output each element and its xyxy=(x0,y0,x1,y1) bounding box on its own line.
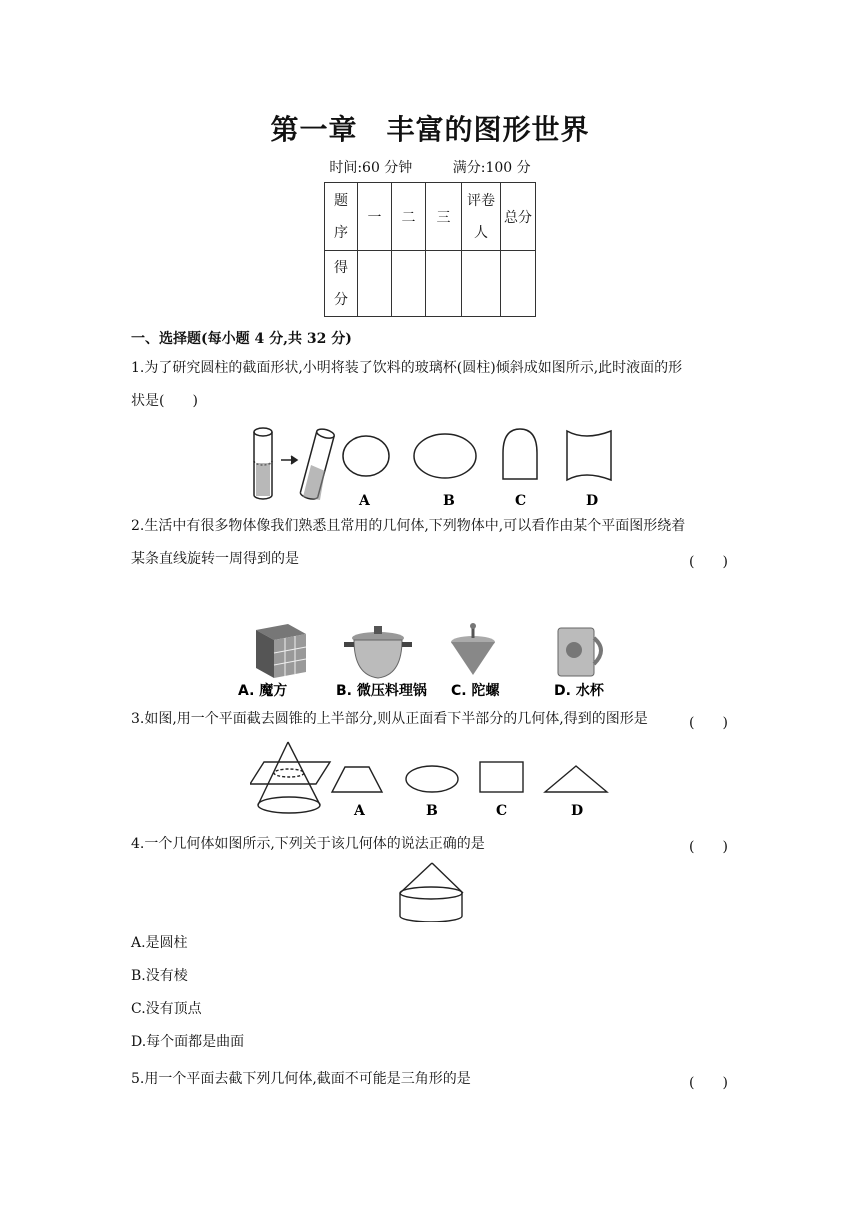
option-b-ellipse xyxy=(406,766,458,792)
question-text: 2.生活中有很多物体像我们熟悉且常用的几何体,下列物体中,可以看作由某个平面图形绕着 xyxy=(131,518,686,534)
figure-label: D xyxy=(571,803,584,819)
answer-bracket: ( ) xyxy=(689,1075,728,1091)
pot-icon xyxy=(344,626,412,678)
score-input-cell xyxy=(392,251,426,317)
q3-figure xyxy=(250,740,620,820)
q1-figure xyxy=(245,425,645,510)
section-heading: 一、选择题(每小题 4 分,共 32 分) xyxy=(131,331,352,347)
score-row-head xyxy=(325,251,358,317)
score-input-cell xyxy=(358,251,392,317)
answer-bracket: ( ) xyxy=(689,715,728,731)
option-d-shape xyxy=(567,431,611,480)
question-5 xyxy=(131,1063,691,1096)
spinning-top-icon xyxy=(451,623,495,675)
score-header-cell: 三 xyxy=(426,183,462,251)
answer-bracket: ( ) xyxy=(689,839,728,855)
answer-bracket: ( ) xyxy=(689,554,728,570)
mug-icon xyxy=(558,628,601,676)
figure-label: B. 微压料理锅 xyxy=(336,683,427,699)
full-score: 满分:100 分 xyxy=(452,160,531,176)
score-cell-label: 得 分 xyxy=(334,259,348,308)
figure-label: C xyxy=(496,803,508,819)
figure-label: B xyxy=(443,493,455,509)
option-a: A.是圆柱 xyxy=(131,935,188,951)
option-c-shape xyxy=(503,429,537,479)
option-c: C.没有顶点 xyxy=(131,1001,202,1017)
question-4 xyxy=(131,828,691,861)
score-header-cell: 总分 xyxy=(501,183,536,251)
option-b: B.没有棱 xyxy=(131,968,188,984)
question-2 xyxy=(131,510,731,576)
option-c-rectangle xyxy=(480,762,523,792)
score-input-cell xyxy=(426,251,462,317)
question-text: 5.用一个平面去截下列几何体,截面不可能是三角形的是 xyxy=(131,1071,471,1087)
q4-options xyxy=(131,927,244,1059)
option-d: D.每个面都是曲面 xyxy=(131,1034,245,1050)
q2-figure xyxy=(238,620,618,700)
figure-label: B xyxy=(426,803,438,819)
score-header-cell xyxy=(325,183,358,251)
score-header-cell: 一 xyxy=(358,183,392,251)
time-limit: 时间:60 分钟 xyxy=(329,160,413,176)
question-text: 1.为了研究圆柱的截面形状,小明将装了饮料的玻璃杯(圆柱)倾斜成如图所示,此时液面的形 xyxy=(131,360,683,376)
exam-meta xyxy=(0,157,860,177)
figure-label: C. 陀螺 xyxy=(451,683,500,699)
question-text: 某条直线旋转一周得到的是 xyxy=(131,551,299,567)
option-a-trapezoid xyxy=(332,767,382,792)
option-a-circle xyxy=(343,436,389,476)
score-header-cell xyxy=(462,183,501,251)
rubik-cube-icon xyxy=(256,624,306,678)
question-text: 3.如图,用一个平面截去圆锥的上半部分,则从正面看下半部分的几何体,得到的图形是 xyxy=(131,711,648,727)
figure-label: C xyxy=(515,493,527,509)
figure-label: D. 水杯 xyxy=(554,683,604,699)
question-text: 状是( ) xyxy=(131,393,198,409)
question-3 xyxy=(131,703,691,736)
option-b-ellipse xyxy=(414,434,476,478)
page-title: 第一章 丰富的图形世界 xyxy=(270,113,590,146)
q4-figure xyxy=(395,860,475,922)
score-input-cell xyxy=(501,251,536,317)
option-d-triangle xyxy=(545,766,607,792)
figure-label: A xyxy=(354,803,365,819)
score-cell-label: 评卷 人 xyxy=(467,192,495,241)
score-header-cell: 二 xyxy=(392,183,426,251)
score-cell-label: 题 序 xyxy=(334,192,348,241)
figure-label: A. 魔方 xyxy=(238,683,288,699)
figure-label: A xyxy=(359,493,370,509)
score-input-cell xyxy=(462,251,501,317)
figure-label: D xyxy=(586,493,599,509)
question-1 xyxy=(131,352,731,418)
score-table xyxy=(324,182,536,317)
question-text: 4.一个几何体如图所示,下列关于该几何体的说法正确的是 xyxy=(131,836,485,852)
